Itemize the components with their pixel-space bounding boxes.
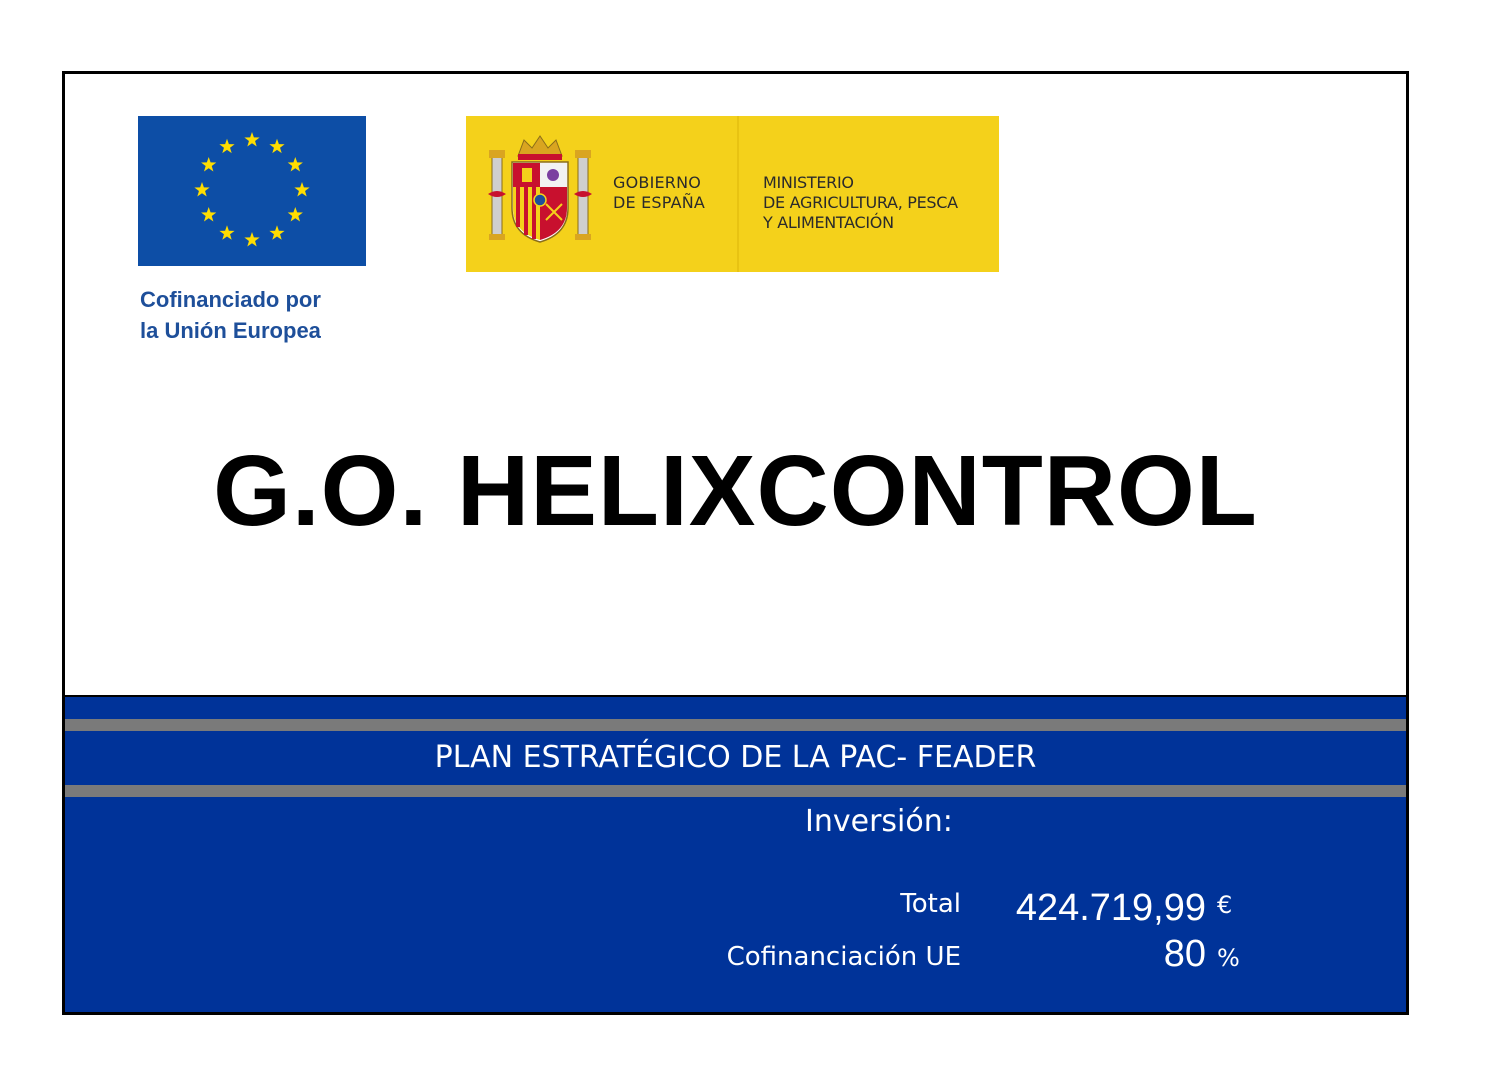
cofinancing-unit: % <box>1217 944 1240 972</box>
ministry-name-line3: Y ALIMENTACIÓN <box>763 213 894 232</box>
eu-star-icon <box>244 132 259 146</box>
eu-star-icon <box>288 207 303 221</box>
eu-star-icon <box>288 157 303 171</box>
total-unit: € <box>1217 891 1233 919</box>
ministry-name-line2: DE AGRICULTURA, PESCA <box>763 193 958 212</box>
eu-star-icon <box>269 225 284 239</box>
eu-star-icon <box>269 139 284 153</box>
coat-of-arms-icon <box>488 134 592 246</box>
footer-band <box>65 695 1406 1014</box>
top-stripe <box>65 719 1406 731</box>
government-name-line1: GOBIERNO <box>613 173 702 192</box>
ministry-name <box>763 173 958 233</box>
eu-stars-icon <box>138 116 366 266</box>
government-logo <box>466 116 999 272</box>
cofinancing-label: Cofinanciación UE <box>726 942 961 972</box>
eu-caption <box>140 284 400 346</box>
government-name <box>613 173 705 213</box>
logo-divider <box>737 116 739 272</box>
eu-flag-logo <box>138 116 366 266</box>
bottom-stripe <box>65 785 1406 797</box>
total-value: 424.719,99 <box>1015 887 1206 929</box>
eu-star-icon <box>294 182 309 196</box>
government-name-line2: DE ESPAÑA <box>613 193 706 212</box>
eu-star-icon <box>219 139 234 153</box>
cofinancing-value: 80 <box>1163 933 1206 975</box>
eu-caption-line2: la Unión Europea <box>140 318 321 343</box>
poster-panel <box>62 71 1409 1015</box>
eu-star-icon <box>201 207 216 221</box>
investment-label: Inversión: <box>805 804 953 839</box>
eu-star-icon <box>219 225 234 239</box>
eu-caption-line1: Cofinanciado por <box>140 287 321 312</box>
project-title: G.O. HELIXCONTROL <box>213 435 1258 547</box>
eu-star-icon <box>201 157 216 171</box>
eu-star-icon <box>244 232 259 246</box>
eu-star-icon <box>194 182 209 196</box>
plan-title: PLAN ESTRATÉGICO DE LA PAC- FEADER <box>434 740 1037 775</box>
ministry-name-line1: MINISTERIO <box>763 173 854 192</box>
total-label: Total <box>900 889 961 919</box>
